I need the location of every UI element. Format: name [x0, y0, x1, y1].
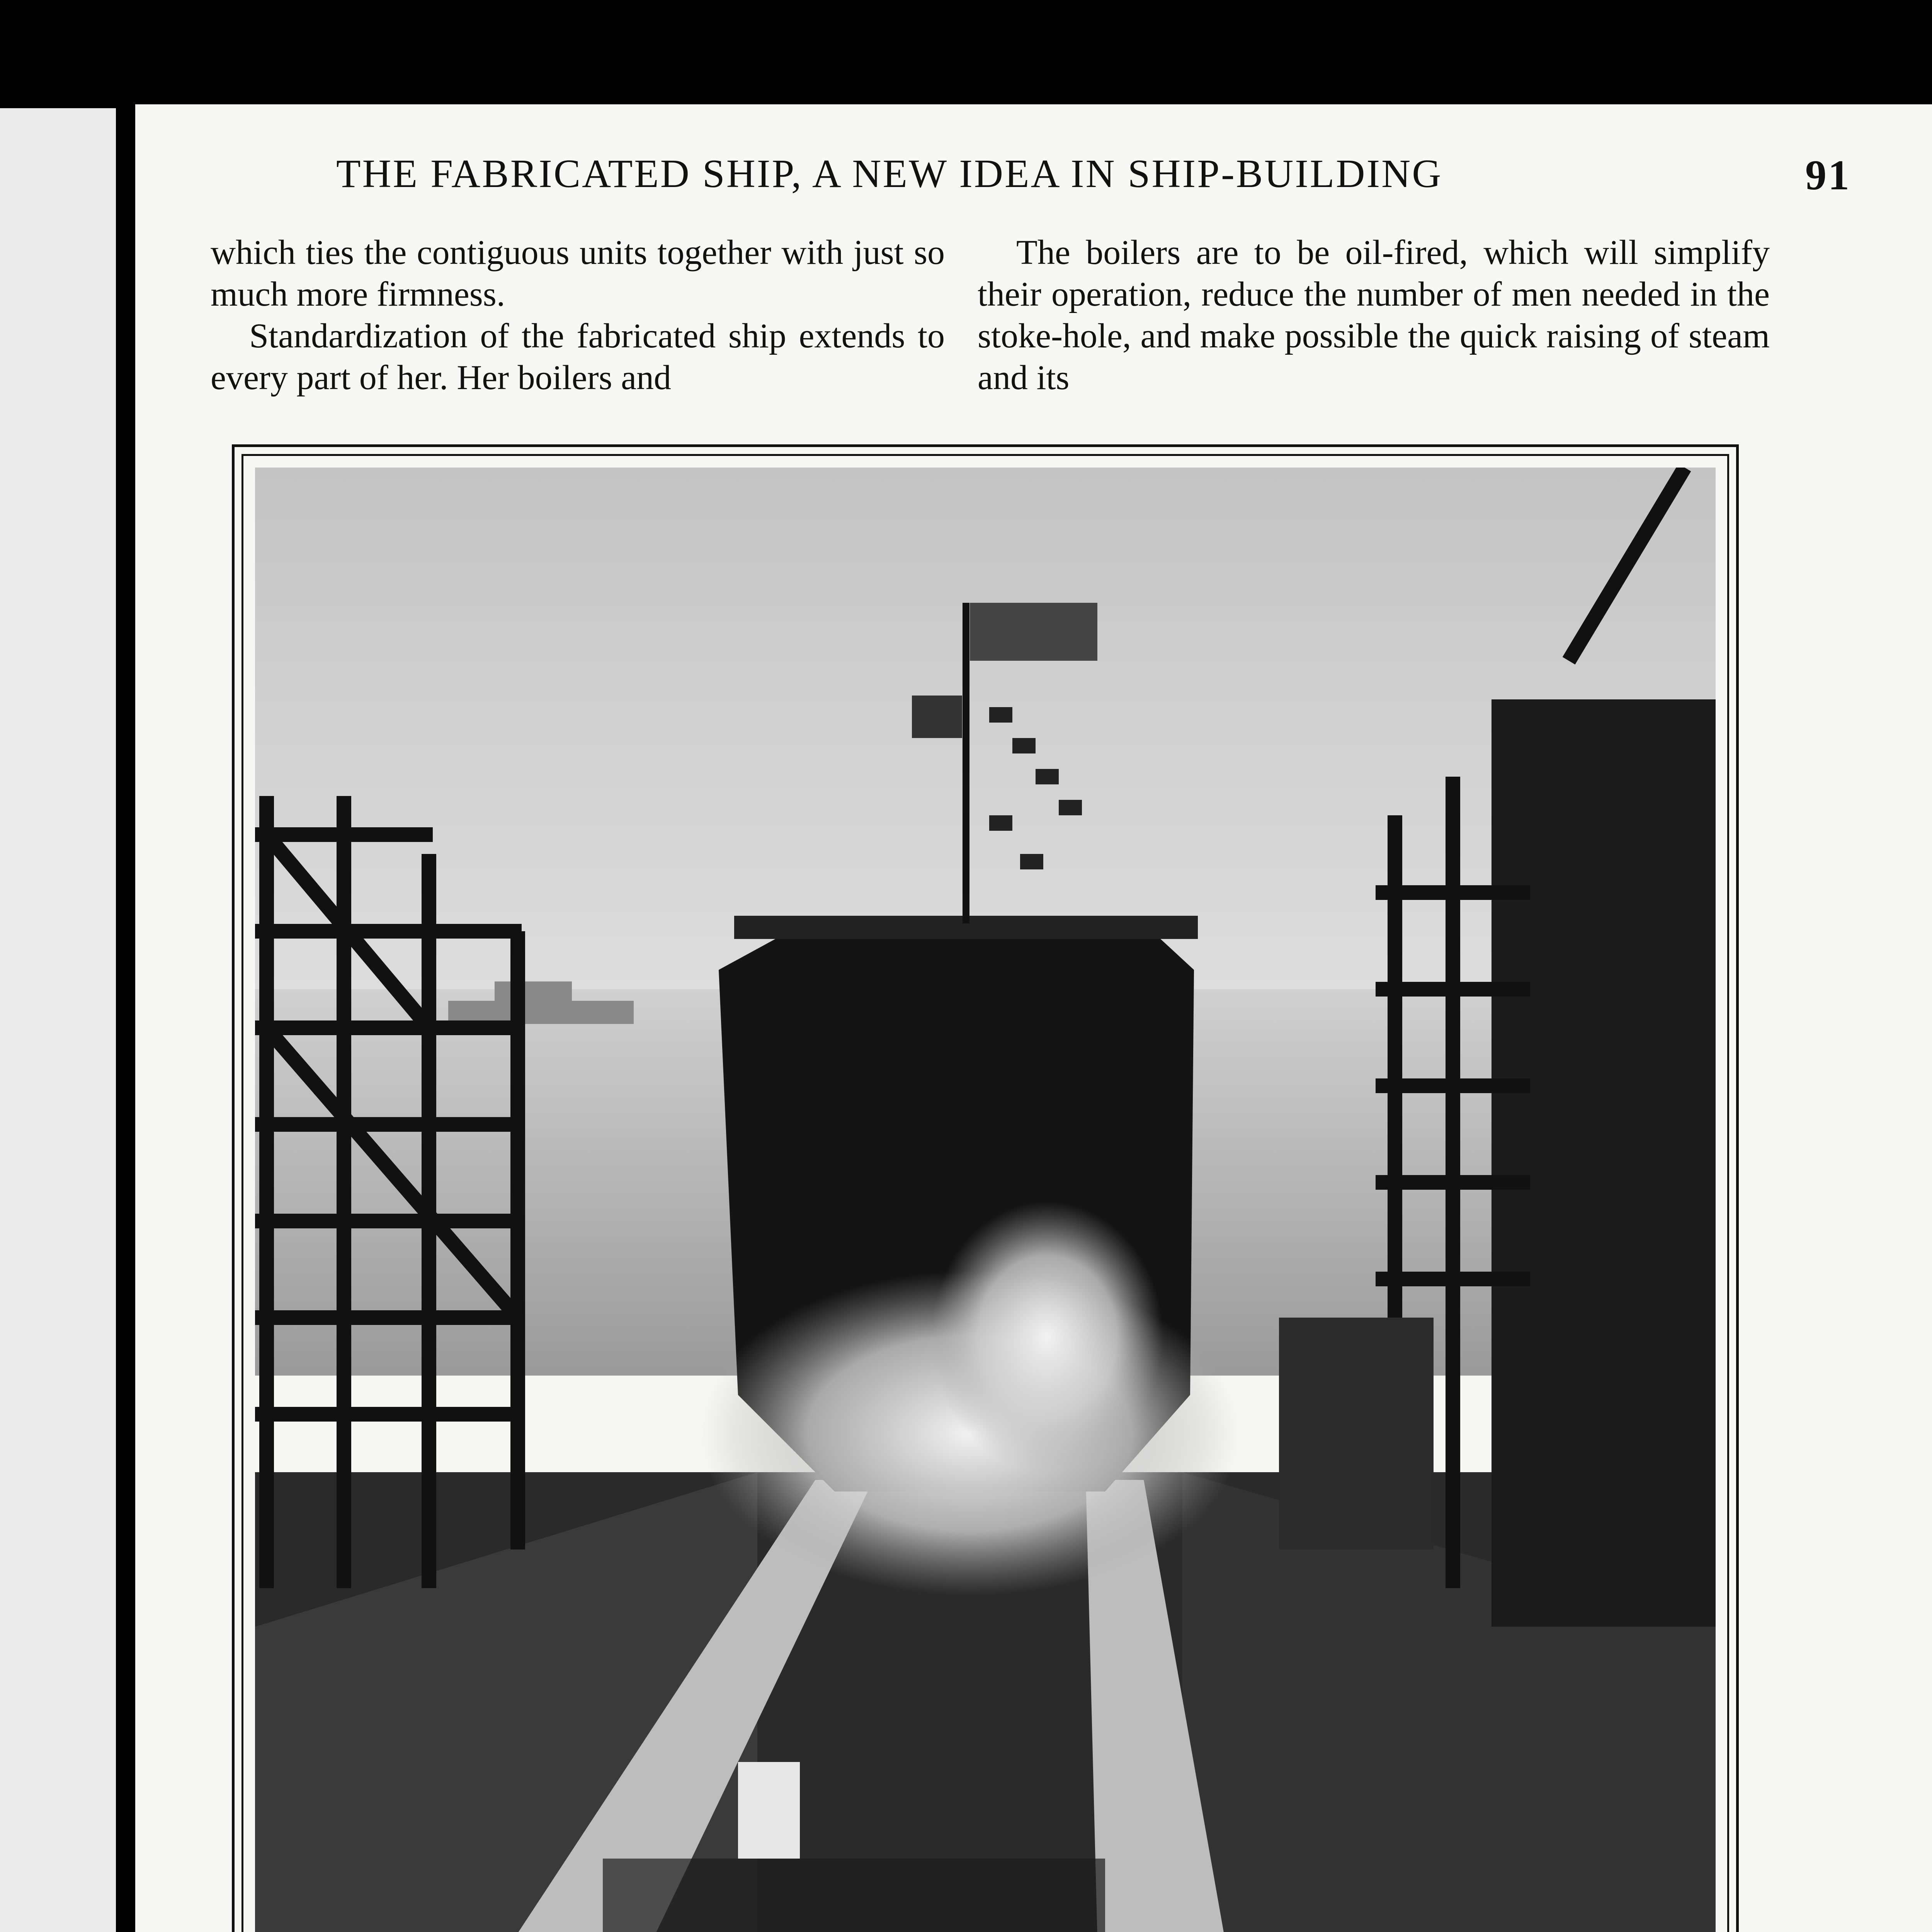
page-number: 91 — [1805, 151, 1851, 199]
column-top-right — [978, 232, 1770, 399]
previous-page-edge — [0, 108, 116, 1932]
launch-photograph-image — [255, 468, 1716, 1932]
paragraph: Standardization of the fabricated ship extends to every part of her. Her boilers and — [211, 317, 945, 397]
paragraph: which ties the contiguous units together with just so much more firmness. — [211, 233, 945, 313]
running-head-title: THE FABRICATED SHIP, A NEW IDEA IN SHIP-BUILDING — [336, 151, 1443, 196]
launch-photograph — [255, 468, 1716, 1932]
running-head — [336, 151, 1851, 200]
paragraph: The boilers are to be oil-fired, which will simplify their operation, reduce the number of men needed in the stoke-hole, and make possible the quick raising of steam and its — [978, 233, 1770, 397]
column-top-left — [211, 232, 945, 399]
